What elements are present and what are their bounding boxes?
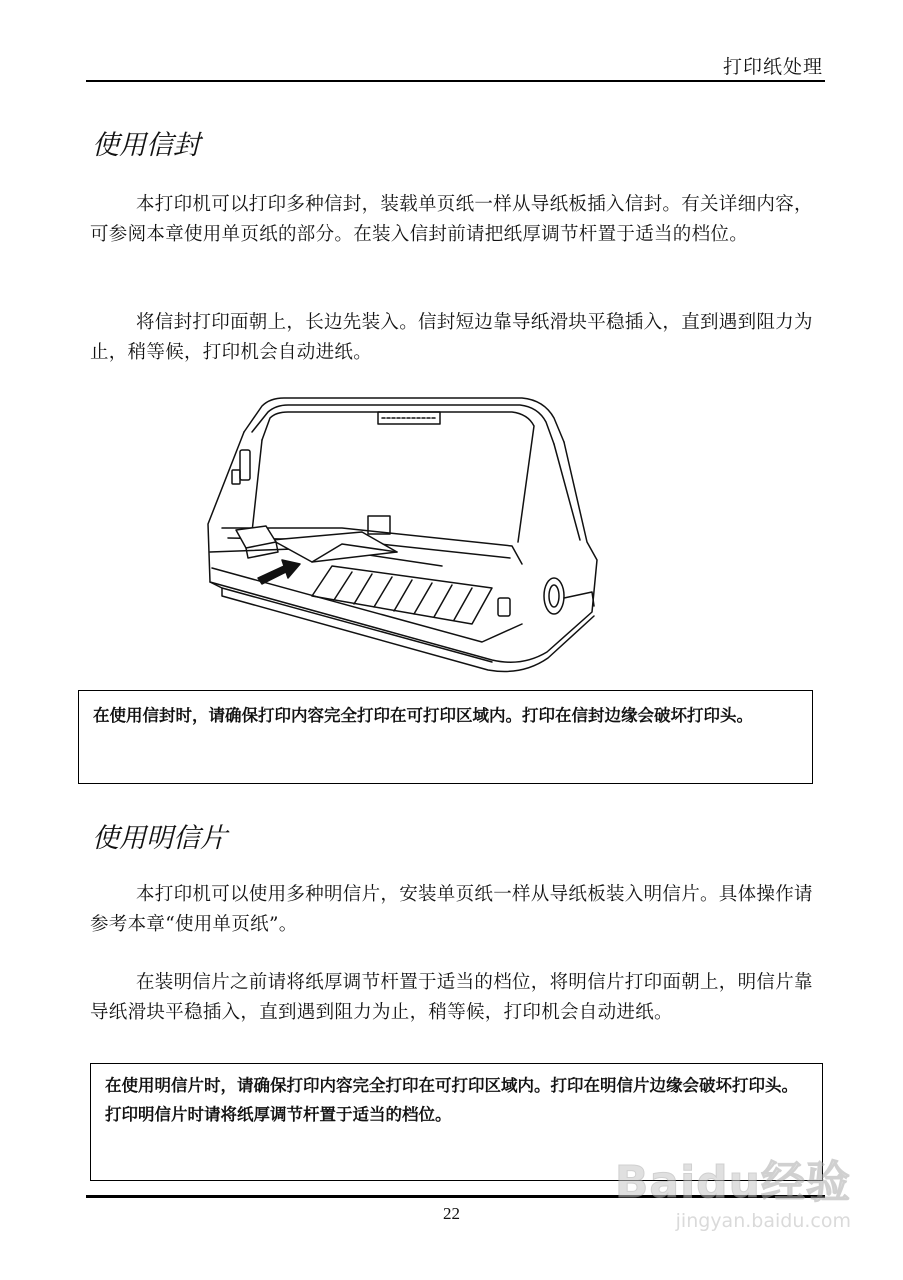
footer-rule [86, 1195, 825, 1198]
header-rule [86, 80, 825, 82]
watermark-url: jingyan.baidu.com [675, 1210, 851, 1232]
envelope-paragraph-2: 将信封打印面朝上，长边先装入。信封短边靠导纸滑块平稳插入，直到遇到阻力为止，稍等候，打印机会自动进纸。 [90, 312, 813, 363]
printer-envelope-illustration [192, 392, 612, 677]
postcard-note-text: 在使用明信片时，请确保打印内容完全打印在可打印区域内。打印在明信片边缘会破坏打印头。 [105, 1076, 798, 1095]
envelope-note-text: 在使用信封时，请确保打印内容完全打印在可打印区域内。打印在信封边缘会破坏打印头。 [93, 706, 753, 725]
section-title-envelope: 使用信封 [92, 130, 200, 161]
postcard-note-text-2: 打印明信片时请将纸厚调节杆置于适当的档位。 [105, 1105, 452, 1124]
postcard-note-box [90, 1063, 823, 1181]
watermark-logo: Baidu经验 [614, 1157, 851, 1208]
envelope-note-box [78, 690, 813, 784]
postcard-paragraph-2: 在装明信片之前请将纸厚调节杆置于适当的档位，将明信片打印面朝上，明信片靠导纸滑块平稳插入，直到遇到阻力为止，稍等候，打印机会自动进纸。 [90, 972, 813, 1023]
page-number: 22 [443, 1204, 460, 1223]
page-header-title: 打印纸处理 [722, 56, 823, 78]
section-title-postcard: 使用明信片 [92, 823, 227, 854]
postcard-paragraph-1: 本打印机可以使用多种明信片，安装单页纸一样从导纸板装入明信片。具体操作请参考本章“使用单页纸”。 [90, 884, 813, 935]
envelope-paragraph-1: 本打印机可以打印多种信封，装载单页纸一样从导纸板插入信封。有关详细内容，可参阅本章使用单页纸的部分。在装入信封前请把纸厚调节杆置于适当的档位。 [90, 194, 813, 245]
